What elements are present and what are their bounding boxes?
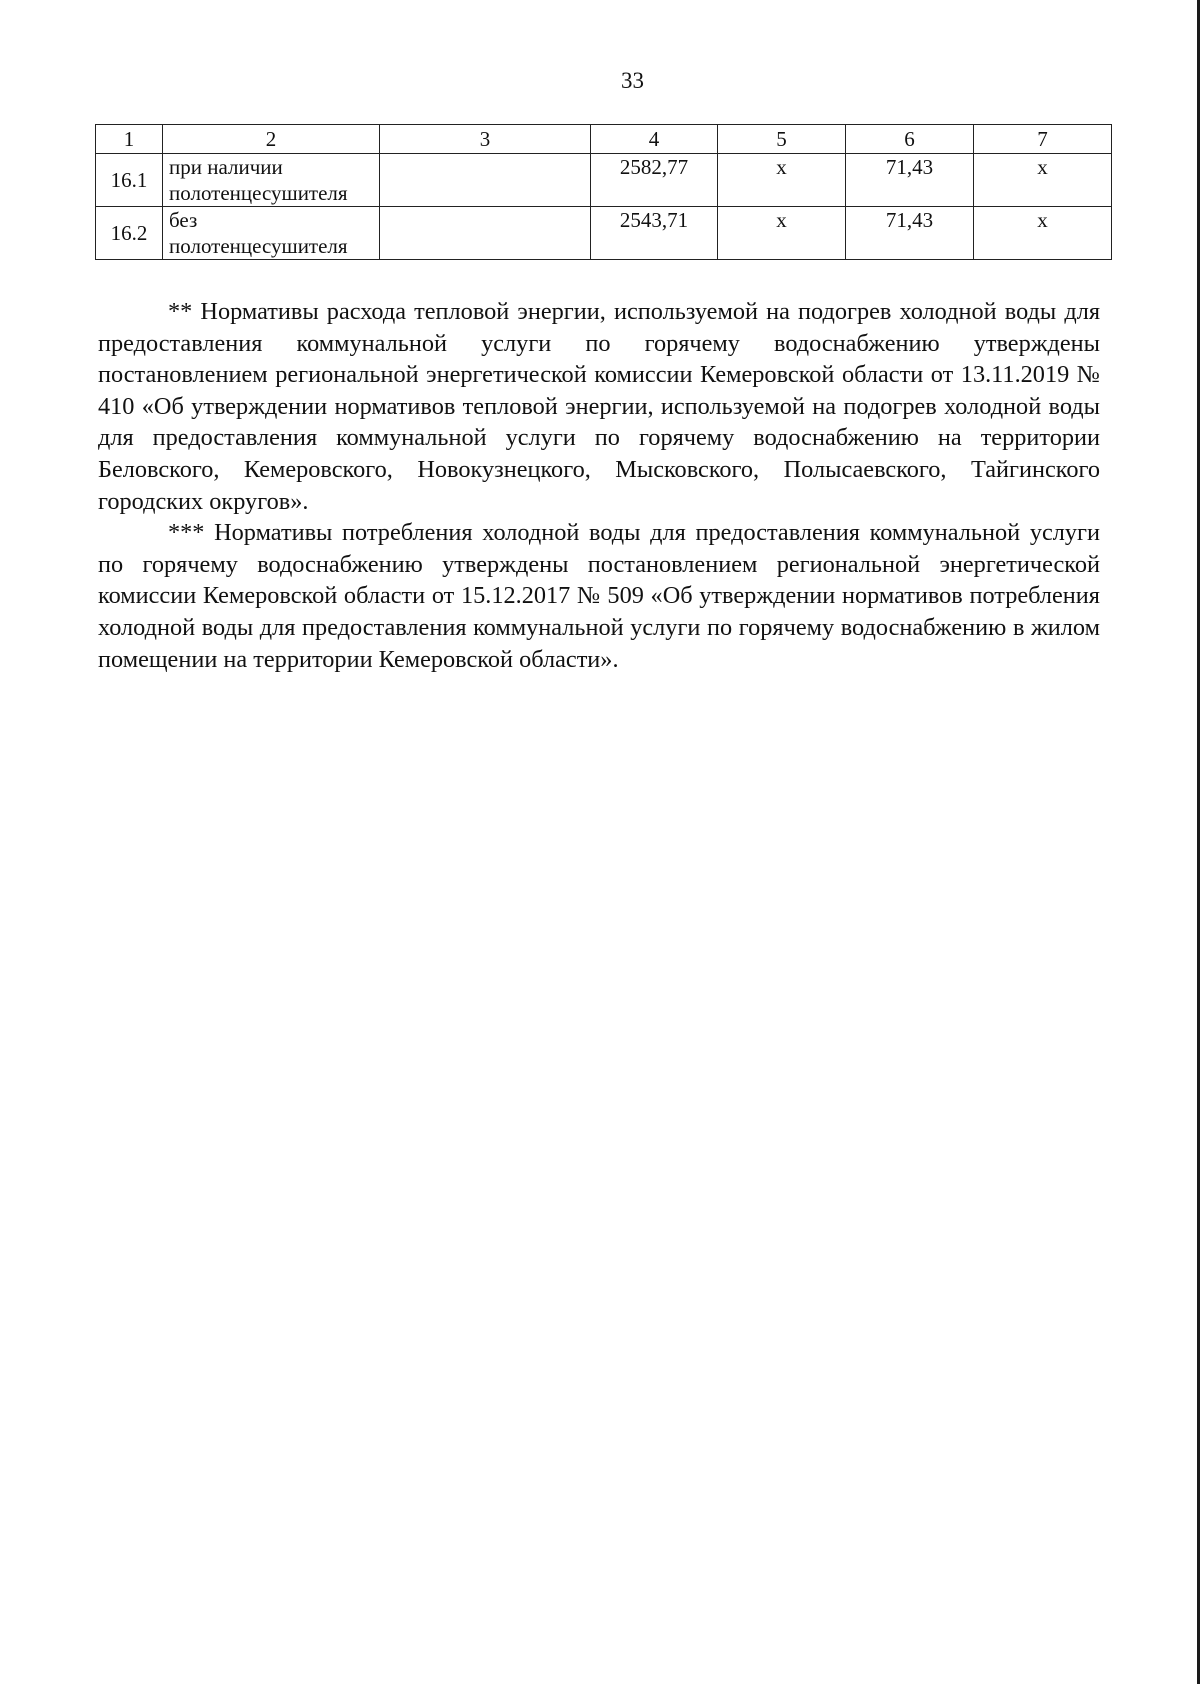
table-header-cell: 7: [974, 125, 1112, 154]
footnote-cold-water: *** Нормативы потребления холодной воды для предоставления коммунальной услуги по горячему водоснабжению утверждены постановлением региональной энергетической комиссии Кемеровской области от 15.12.2017 № 509 «Об утверждении нормативов потребления холодной воды для предоставления коммунальной услуги по горячему водоснабжению в жилом помещении на территории Кемеровской области».: [98, 519, 1100, 673]
row-number-cell: 16.1: [96, 154, 163, 207]
row-col4-cell: 2543,71: [591, 207, 718, 260]
footnotes-block: [98, 296, 1100, 675]
table-header-cell: 3: [380, 125, 591, 154]
table-row: [96, 207, 1112, 260]
table-header-cell: 4: [591, 125, 718, 154]
row-col6-cell: 71,43: [846, 207, 974, 260]
page-number: 33: [621, 68, 644, 93]
table-row: [96, 154, 1112, 207]
table-header-cell: 1: [96, 125, 163, 154]
row-col5-cell: x: [718, 154, 846, 207]
row-col5-cell: x: [718, 207, 846, 260]
table-header-cell: 6: [846, 125, 974, 154]
row-col4-cell: 2582,77: [591, 154, 718, 207]
row-col6-cell: 71,43: [846, 154, 974, 207]
row-col3-cell: [380, 154, 591, 207]
row-name-cell: при наличии полотенцесушителя: [163, 154, 380, 207]
row-number-cell: 16.2: [96, 207, 163, 260]
row-col7-cell: x: [974, 154, 1112, 207]
footnote-heat-energy: ** Нормативы расхода тепловой энергии, используемой на подогрев холодной воды для предоставления коммунальной услуги по горячему водоснабжению утверждены постановлением региональной энергетической комиссии Кемеровской области от 13.11.2019 № 410 «Об утверждении нормативов тепловой энергии, используемой на подогрев холодной воды для предоставления коммунальной услуги по горячему водоснабжению на территории Беловского, Кемеровского, Новокузнецкого, Мысковского, Полысаевского, Тайгинского городских округов».: [98, 298, 1100, 515]
table-header-row: [96, 125, 1112, 154]
row-col3-cell: [380, 207, 591, 260]
table-header-cell: 2: [163, 125, 380, 154]
table-header-cell: 5: [718, 125, 846, 154]
row-name-cell: без полотенцесушителя: [163, 207, 380, 260]
norms-table: [95, 124, 1112, 260]
row-col7-cell: x: [974, 207, 1112, 260]
